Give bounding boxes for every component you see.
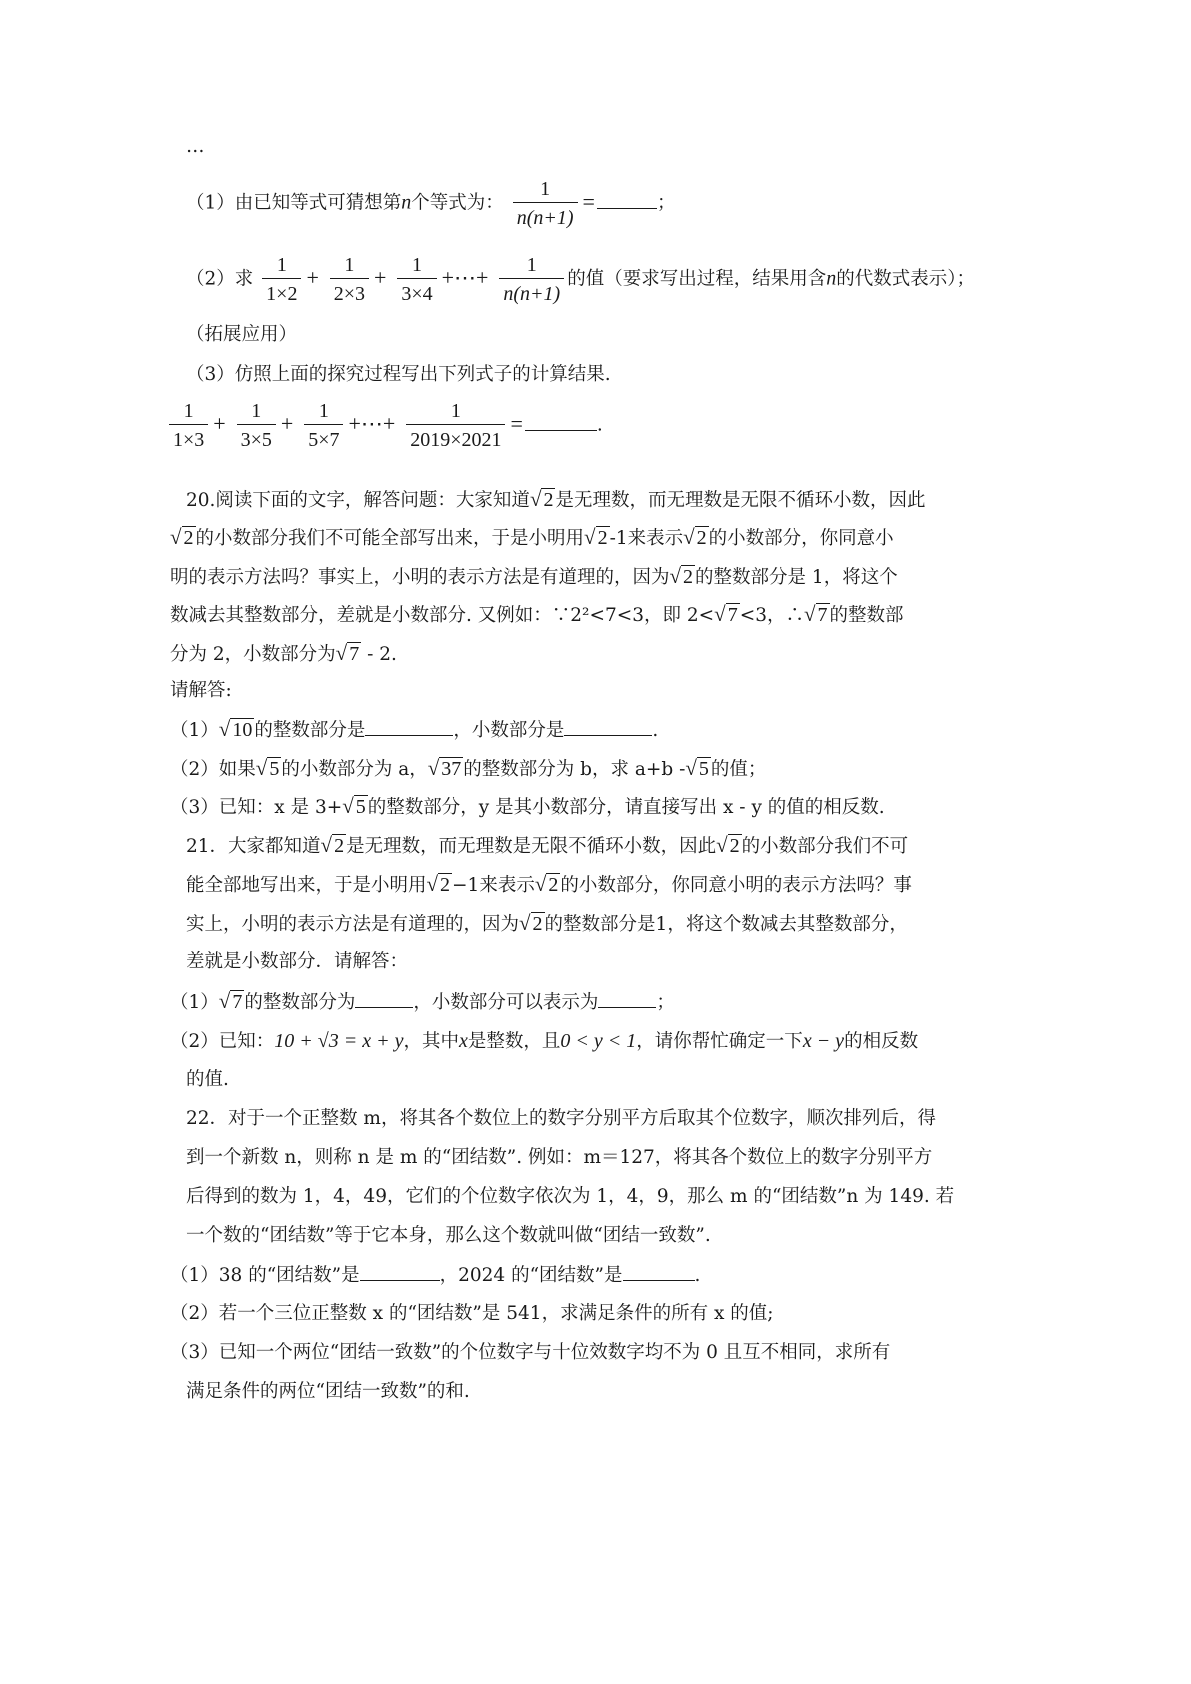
q21-text: ，请你帮忙确定一下	[636, 1031, 803, 1052]
answer-blank	[355, 989, 413, 1008]
expr-x-minus-y: x − y	[802, 1030, 845, 1052]
q20-text: 的整数部分为 b，求 a+b -	[463, 759, 686, 780]
frac-num: 1	[450, 400, 461, 422]
q21-text: 能全部地写出来，于是小明用	[186, 875, 427, 896]
minus-one: -1	[609, 528, 628, 549]
var-x: x	[459, 1030, 468, 1052]
equals-sign: =	[582, 188, 595, 214]
q21-text: 是无理数，而无理数是无限不循环小数，因此	[346, 836, 717, 857]
q20-text: 来表示	[627, 528, 684, 549]
answer-blank	[623, 1262, 695, 1281]
sqrt-2: √ 2	[669, 564, 694, 588]
plus-ellipsis: +⋯+	[348, 410, 396, 436]
q21-text: （2）已知：	[170, 1031, 275, 1052]
q21-line1	[186, 832, 1021, 860]
sqrt-7: √ 7	[218, 989, 243, 1013]
q21-line4	[186, 949, 1021, 975]
q22-text: 到一个新数 n，则称 n 是 m 的“团结数”. 例如：m＝127，将其各个数位上的数字分别平方	[186, 1147, 933, 1168]
q19-part3	[186, 362, 1021, 388]
radicand: 5	[698, 758, 709, 780]
q19-p2-post-b: 的代数式表示）；	[836, 268, 975, 290]
q21-line3	[186, 910, 1021, 938]
q21-text: ，小数部分可以表示为	[413, 992, 599, 1013]
fraction-1-over-1x3	[169, 398, 208, 453]
sqrt-2: √ 2	[320, 833, 345, 857]
radicand: 7	[727, 604, 738, 626]
q21-text: 的值.	[186, 1069, 229, 1090]
radicand: 2	[683, 566, 694, 588]
q20-line3	[170, 563, 1021, 591]
frac-num: 1	[540, 178, 551, 200]
sqrt-2: √ 2	[426, 872, 451, 896]
q21-text: （1）	[170, 992, 219, 1013]
q20-line5	[170, 640, 1021, 668]
frac-num: 1	[344, 254, 355, 276]
q20-text: 分为 2，小数部分为	[170, 644, 336, 665]
q19-part1	[186, 176, 1021, 231]
q22-line1	[186, 1106, 1021, 1132]
extension-heading	[186, 322, 1021, 348]
q22-text: （2）若一个三位正整数 x 的“团结数”是 541，求满足条件的所有 x 的值;	[170, 1303, 774, 1324]
fraction-1-over-n-n1	[499, 252, 564, 307]
ellipsis-line	[186, 134, 1021, 160]
plus-sign: +	[306, 264, 319, 290]
sqrt-2: √ 2	[534, 872, 559, 896]
q22-sub2	[170, 1301, 1021, 1327]
equation-10-sqrt3: 10 + √3 = x + y	[274, 1030, 404, 1052]
q21-text: 的小数部分，你同意小明的表示方法吗？事	[560, 875, 912, 896]
q21-text: 是整数，且	[467, 1031, 561, 1052]
fraction-1-over-5x7	[304, 398, 343, 453]
sqrt-5: √ 5	[255, 756, 280, 780]
minus-one: −1	[452, 875, 480, 896]
sqrt-7: √ 7	[335, 641, 360, 665]
radicand: 7	[349, 643, 360, 665]
sqrt-2: √ 2	[519, 911, 543, 935]
fraction-1-over-n-n1	[513, 176, 578, 231]
q21-text: 的小数部分我们不可	[741, 836, 909, 857]
q22-text: （1）38 的“团结数”是	[170, 1265, 360, 1286]
q20-text: （1）	[170, 720, 219, 741]
period: .	[596, 414, 603, 436]
q21-text: ，其中	[403, 1031, 460, 1052]
q22-text: ，2024 的“团结数”是	[439, 1265, 623, 1286]
q20-text: 20.阅读下面的文字，解答问题：大家知道	[186, 490, 530, 511]
frac-den: 3×4	[397, 278, 436, 307]
frac-den: 1×3	[169, 424, 208, 453]
frac-num: 1	[183, 400, 194, 422]
radicand: 2	[597, 527, 608, 549]
q21-text: 实上，小明的表示方法是有道理的，因为	[186, 914, 520, 935]
q20-text: （3）已知：x 是 3+	[170, 797, 343, 818]
radicand: 2	[532, 913, 543, 935]
q20-text: 的整数部	[829, 605, 904, 626]
plus-sign: +	[213, 410, 226, 436]
answer-blank	[365, 717, 453, 736]
q20-text: 的值；	[710, 759, 767, 780]
frac-den: 5×7	[304, 424, 343, 453]
fraction-1-over-1x2	[262, 252, 301, 307]
q20-ask-text: 请解答:	[170, 680, 232, 701]
fraction-1-over-3x4	[397, 252, 436, 307]
q20-text: （2）如果	[170, 759, 256, 780]
sqrt-2: √ 2	[529, 487, 554, 511]
radicand: 5	[269, 758, 280, 780]
frac-den: 2019×2021	[406, 424, 505, 453]
q20-sub2	[170, 755, 1021, 783]
q22-text: （3）已知一个两位“团结一致数”的个位数字与十位效数字均不为 0 且互不相同，求所有	[170, 1342, 891, 1363]
q19-p1-mid: 个等式为：	[411, 192, 504, 214]
radicand: 37	[441, 758, 462, 780]
radicand: 2	[543, 489, 554, 511]
plus-sign: +	[374, 264, 387, 290]
fraction-1-over-2x3	[330, 252, 369, 307]
semicolon: ；	[656, 992, 675, 1013]
sqrt-37: √ 37	[427, 756, 462, 780]
frac-num: 1	[318, 400, 329, 422]
sqrt-2: √ 2	[170, 525, 194, 549]
q22-text: 后得到的数为 1，4，49，它们的个位数字依次为 1，4，9，那么 m 的“团结数”n 为 149. 若	[186, 1186, 955, 1207]
frac-num: 1	[276, 254, 287, 276]
equals-sign: =	[510, 410, 523, 436]
frac-den: n(n+1)	[513, 202, 578, 231]
q20-sub3	[170, 793, 1021, 821]
q20-line4	[170, 601, 1021, 629]
sqrt-2: √ 2	[716, 833, 740, 857]
q21-text: 的相反数	[844, 1031, 919, 1052]
q20-text: 是无理数，而无理数是无限不循环小数，因此	[555, 490, 926, 511]
q20-line1	[186, 486, 1021, 514]
q19-part2	[186, 252, 1021, 307]
var-n: n	[826, 267, 837, 290]
radicand: 2	[440, 874, 451, 896]
semicolon: ；	[656, 192, 676, 214]
radicand: 2	[729, 835, 740, 857]
answer-blank	[525, 412, 597, 431]
q20-text: 的小数部分，你同意小	[708, 528, 894, 549]
q20-text: 数减去其整数部分，差就是小数部分. 又例如：∵2²<7<3，即 2<	[170, 605, 715, 626]
frac-den: 1×2	[262, 278, 301, 307]
q21-sub2	[170, 1028, 1021, 1055]
frac-den: 2×3	[330, 278, 369, 307]
q20-text: 的整数部分是	[254, 720, 366, 741]
q21-text: 的整数部分是1，将这个数减去其整数部分，	[544, 914, 908, 935]
radicand: 7	[232, 991, 243, 1013]
extension-heading-text: （拓展应用）	[186, 324, 298, 345]
inequality: 0 < y < 1	[560, 1030, 637, 1052]
radicand: 2	[334, 835, 345, 857]
q21-sub2-cont	[186, 1067, 1021, 1093]
radicand: 10	[232, 719, 253, 741]
radicand: 7	[817, 604, 828, 626]
radicand: 5	[355, 796, 366, 818]
q22-text: 满足条件的两位“团结一致数”的和.	[186, 1381, 470, 1402]
q20-text: 的小数部分我们不可能全部写出来，于是小明用	[195, 528, 585, 549]
q20-text: 的整数部分，y 是其小数部分，请直接写出 x - y 的值的相反数.	[367, 797, 885, 818]
q22-sub3-cont	[186, 1379, 1021, 1405]
q22-text: 一个数的“团结数”等于它本身，那么这个数就叫做“团结一致数”.	[186, 1225, 711, 1246]
q19-p2-pre: （2）求	[186, 268, 254, 290]
q19-p1-pre: （1）由已知等式可猜想第	[186, 192, 402, 214]
q22-sub3	[170, 1340, 1021, 1366]
frac-num: 1	[526, 254, 537, 276]
q20-ask	[170, 678, 1021, 704]
q21-line2	[186, 871, 1021, 899]
sqrt-7: √ 7	[714, 602, 738, 626]
q22-line4	[186, 1223, 1021, 1249]
sqrt-2: √ 2	[584, 525, 608, 549]
q22-text: 22．对于一个正整数 m，将其各个数位上的数字分别平方后取其个位数字，顺次排列后，得	[186, 1108, 936, 1129]
answer-blank	[564, 717, 652, 736]
ellipsis-text: …	[186, 136, 205, 157]
frac-den: n(n+1)	[499, 278, 564, 307]
q20-text: ，小数部分是	[453, 720, 565, 741]
sqrt-7: √ 7	[803, 602, 828, 626]
sqrt-2: √ 2	[683, 525, 707, 549]
q19-p2-post-a: 的值（要求写出过程，结果用含	[567, 268, 827, 290]
q22-line2	[186, 1145, 1021, 1171]
q21-text: 21．大家都知道	[186, 836, 321, 857]
radicand: 2	[696, 527, 707, 549]
period: .	[652, 720, 659, 741]
sqrt-10: √ 10	[218, 717, 253, 741]
q20-text: 的整数部分是 1，将这个	[695, 567, 898, 588]
radicand: 2	[548, 874, 559, 896]
q20-text: <3，∴	[739, 605, 804, 626]
frac-num: 1	[412, 254, 422, 276]
q22-sub1	[170, 1262, 1021, 1289]
q20-text: 的小数部分为 a，	[281, 759, 428, 780]
q20-line2	[170, 524, 1021, 552]
q20-sub1	[170, 716, 1021, 744]
q19-p3-text: （3）仿照上面的探究过程写出下列式子的计算结果.	[186, 364, 611, 385]
sqrt-5: √ 5	[342, 794, 366, 818]
fraction-1-over-3x5	[237, 398, 276, 453]
q22-line3	[186, 1184, 1021, 1210]
q21-text: 来表示	[479, 875, 535, 896]
q21-text: 的整数部分为	[244, 992, 356, 1013]
q20-text: - 2.	[361, 644, 397, 665]
sqrt-5: √ 5	[685, 756, 709, 780]
q21-sub1	[170, 988, 1021, 1016]
plus-ellipsis: +⋯+	[441, 264, 489, 290]
var-n: n	[401, 191, 412, 214]
frac-num: 1	[251, 400, 262, 422]
plus-sign: +	[280, 410, 294, 436]
q20-text: 明的表示方法吗？事实上，小明的表示方法是有道理的，因为	[170, 567, 670, 588]
period: .	[694, 1265, 701, 1286]
q19-series	[166, 398, 1021, 453]
radicand: 2	[183, 527, 194, 549]
fraction-1-over-2019x2021	[406, 398, 505, 453]
answer-blank	[598, 989, 656, 1008]
q21-text: 差就是小数部分．请解答：	[186, 951, 409, 972]
answer-blank	[597, 190, 657, 209]
frac-den: 3×5	[237, 424, 276, 453]
answer-blank	[360, 1262, 440, 1281]
